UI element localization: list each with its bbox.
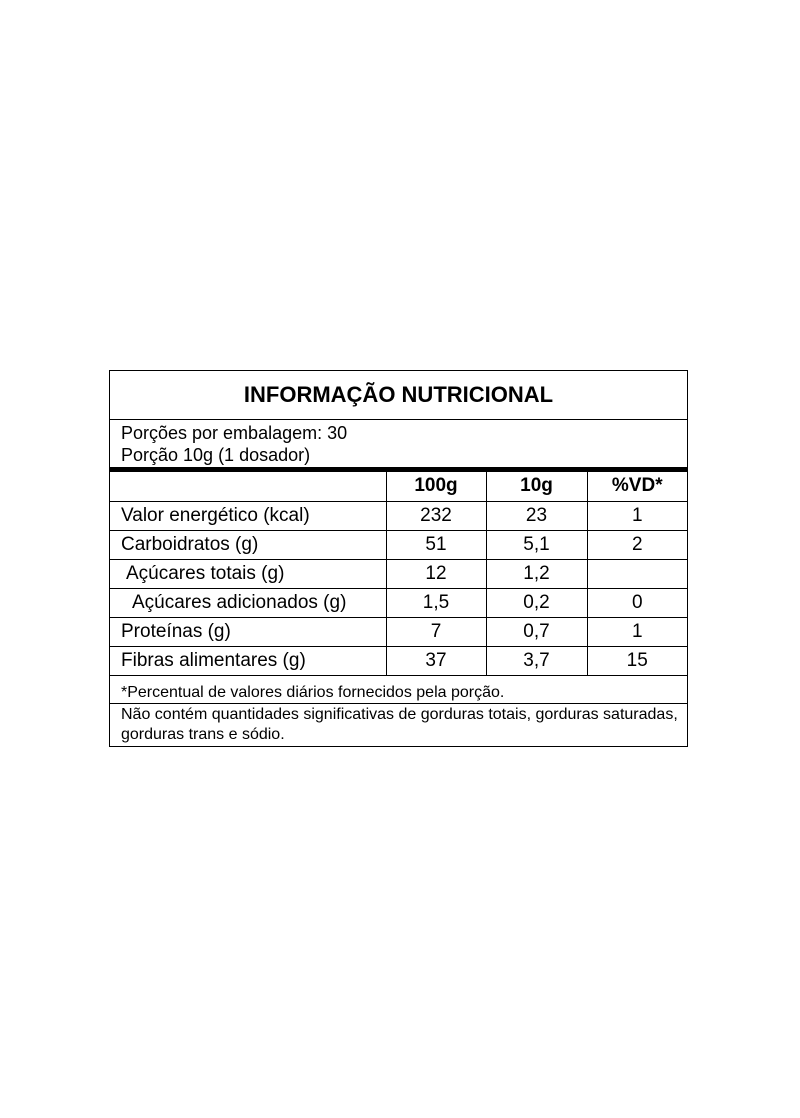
value-vd: 1 [587,501,687,530]
nutrient-name: Carboidratos (g) [110,530,386,559]
header-row [110,472,687,501]
footnote-vd: *Percentual de valores diários fornecidos pela porção. [110,682,687,704]
nutrient-name-text: Açúcares totais (g) [126,562,285,584]
header-cell-100g: 100g [386,472,486,501]
table-title: INFORMAÇÃO NUTRICIONAL [110,371,687,420]
table-row [110,501,687,530]
value-10g: 23 [486,501,587,530]
value-10g: 3,7 [486,646,587,675]
value-100g: 1,5 [386,588,486,617]
value-100g: 7 [386,617,486,646]
nutrient-name: Valor energético (kcal) [110,501,386,530]
value-10g: 0,7 [486,617,587,646]
value-vd: 2 [587,530,687,559]
value-10g: 5,1 [486,530,587,559]
nutrient-name [110,559,386,588]
footnote-notes: Não contém quantidades significativas de gorduras totais, gorduras saturadas, gorduras trans e sódio. [121,706,678,743]
header-cell-empty [110,472,386,501]
servings-per-package: Porções por embalagem: 30 [121,423,348,443]
nutrition-facts-table [109,370,688,747]
table-row [110,646,687,675]
table-row [110,530,687,559]
value-vd [587,559,687,588]
serving-info [110,420,687,467]
value-vd: 1 [587,617,687,646]
table-row [110,588,687,617]
value-vd: 15 [587,646,687,675]
table-row [110,559,687,588]
nutrient-name: Fibras alimentares (g) [110,646,386,675]
nutrient-name: Proteínas (g) [110,617,386,646]
nutrient-name [110,588,386,617]
header-cell-vd: %VD* [587,472,687,501]
table-row [110,617,687,646]
header-cell-10g: 10g [486,472,587,501]
value-100g: 37 [386,646,486,675]
value-vd: 0 [587,588,687,617]
serving-size: Porção 10g (1 dosador) [121,445,311,465]
value-10g: 0,2 [486,588,587,617]
value-10g: 1,2 [486,559,587,588]
value-100g: 232 [386,501,486,530]
nutrient-name-text: Açúcares adicionados (g) [132,591,347,613]
nutrient-grid [110,472,687,676]
value-100g: 51 [386,530,486,559]
value-100g: 12 [386,559,486,588]
